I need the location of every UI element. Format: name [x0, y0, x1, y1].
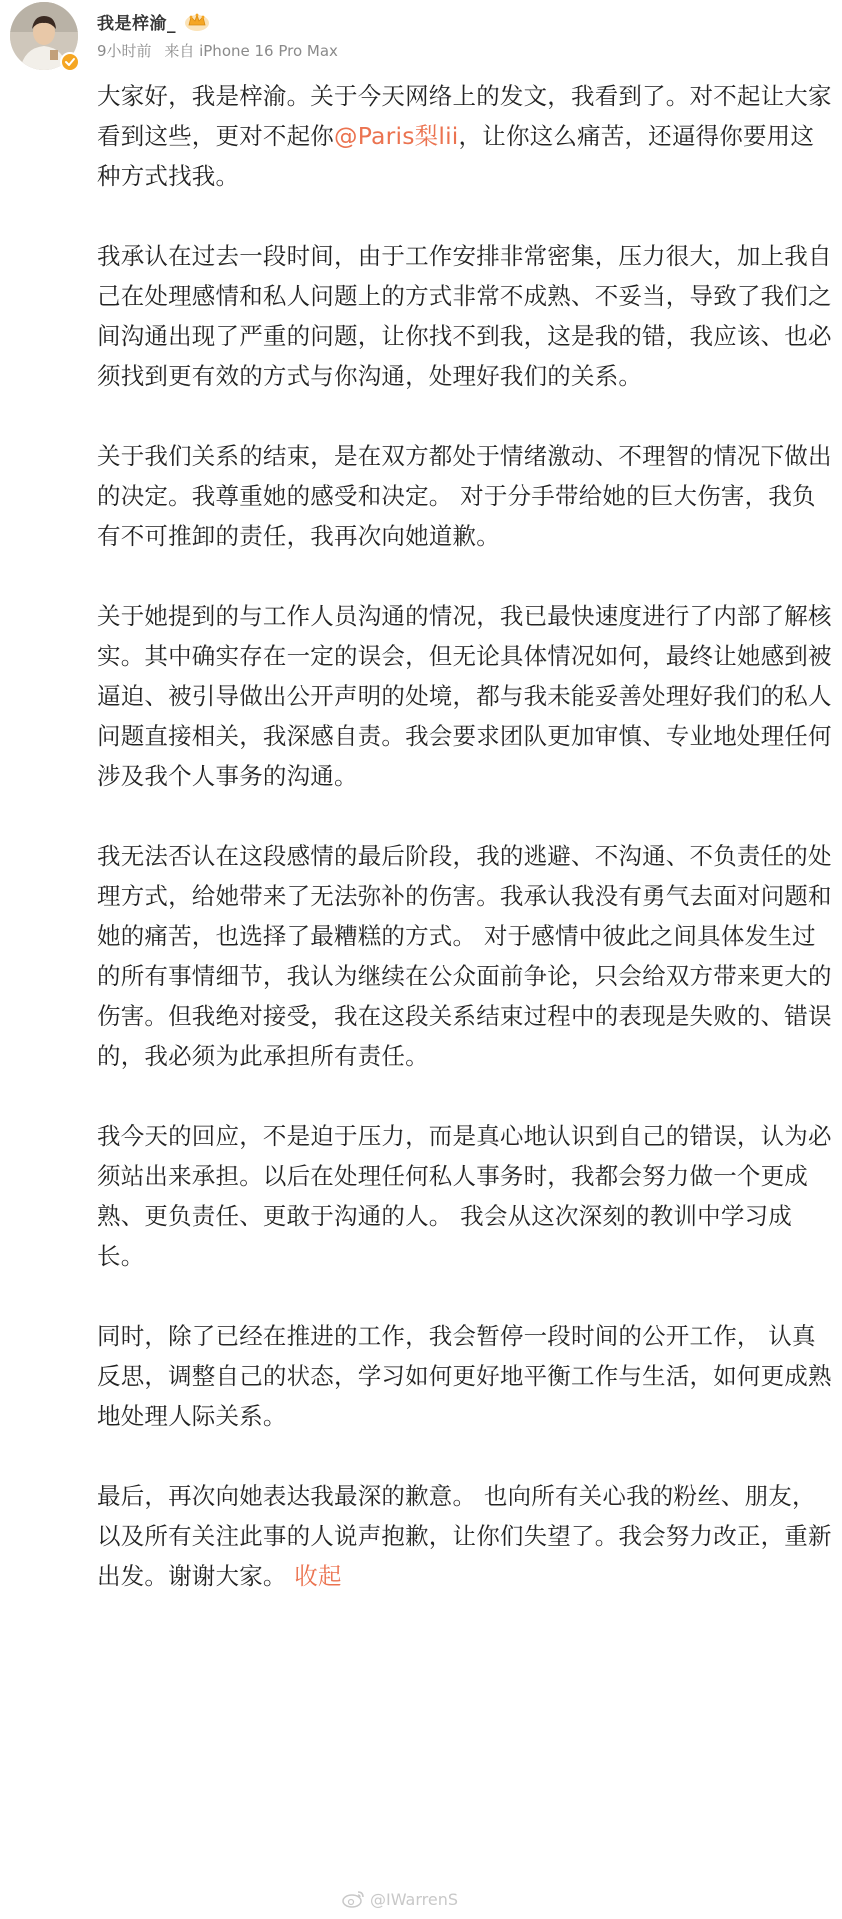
paragraph-6: 我今天的回应，不是迫于压力，而是真心地认识到自己的错误，认为必须站出来承担。以后在处理任何私人事务时，我都会努力做一个更成熟、更负责任、更敢于沟通的人。 我会从这次深刻的教训中学习成长。: [97, 1122, 832, 1270]
paragraph-7: 同时，除了已经在推进的工作，我会暂停一段时间的公开工作， 认真反思，调整自己的状态，学习如何更好地平衡工作与生活，如何更成熟地处理人际关系。: [97, 1322, 832, 1430]
post-content: [97, 76, 832, 1596]
post-time: 9小时前: [97, 42, 152, 60]
paragraph-1-text-after: ，让你这么痛苦，还逼得你要用这种方式找我。: [97, 122, 815, 190]
username[interactable]: 我是梓渝_: [97, 13, 176, 34]
post-header: [10, 2, 830, 70]
verified-badge-icon: [60, 52, 80, 72]
paragraph-3: 关于我们关系的结束，是在双方都处于情绪激动、不理智的情况下做出的决定。我尊重她的感受和决定。 对于分手带给她的巨大伤害，我负有不可推卸的责任，我再次向她道歉。: [97, 442, 832, 550]
collapse-button[interactable]: 收起: [294, 1562, 342, 1590]
weibo-logo-icon: [342, 1889, 366, 1909]
paragraph-5: 我无法否认在这段感情的最后阶段，我的逃避、不沟通、不负责任的处理方式，给她带来了无法弥补的伤害。我承认我没有勇气去面对问题和她的痛苦，也选择了最糟糕的方式。 对于感情中彼此之间具体发生过的所有事情细节，我认为继续在公众面前争论，只会给双方带来更大的伤害。但我绝对接受，我在这段关系结束过程中的表现是失败的、错误的，我必须为此承担所有责任。: [97, 842, 832, 1070]
watermark: [342, 1889, 458, 1909]
paragraph-8-text: 最后，再次向她表达我最深的歉意。 也向所有关心我的粉丝、朋友，以及所有关注此事的人说声抱歉，让你们失望了。我会努力改正，重新出发。谢谢大家。: [97, 1482, 832, 1590]
avatar-container[interactable]: [10, 2, 78, 70]
mention-link[interactable]: @Paris梨lii: [334, 122, 459, 150]
watermark-text: @IWarrenS: [370, 1889, 458, 1909]
paragraph-1-text-before: 大家好，我是梓渝。关于今天网络上的发文，我看到了。对不起让大家看到这些，更对不起你: [97, 82, 832, 150]
paragraph-4: 关于她提到的与工作人员沟通的情况，我已最快速度进行了内部了解核实。其中确实存在一定的误会，但无论具体情况如何，最终让她感到被逼迫、被引导做出公开声明的处境，都与我未能妥善处理好我们的私人问题直接相关，我深感自责。我会要求团队更加审慎、专业地处理任何涉及我个人事务的沟通。: [97, 602, 832, 790]
paragraph-2: 我承认在过去一段时间，由于工作安排非常密集，压力很大，加上我自己在处理感情和私人问题上的方式非常不成熟、不妥当，导致了我们之间沟通出现了严重的问题，让你找不到我，这是我的错，我应该、也必须找到更有效的方式与你沟通，处理好我们的关系。: [97, 242, 832, 390]
post-source: 来自 iPhone 16 Pro Max: [164, 42, 338, 60]
paragraph-8: [97, 1476, 832, 1596]
user-info: [97, 8, 797, 61]
name-row: [97, 8, 797, 34]
post-meta: [97, 40, 797, 61]
paragraph-1: [97, 76, 832, 196]
vip-crown-icon[interactable]: [184, 10, 210, 32]
